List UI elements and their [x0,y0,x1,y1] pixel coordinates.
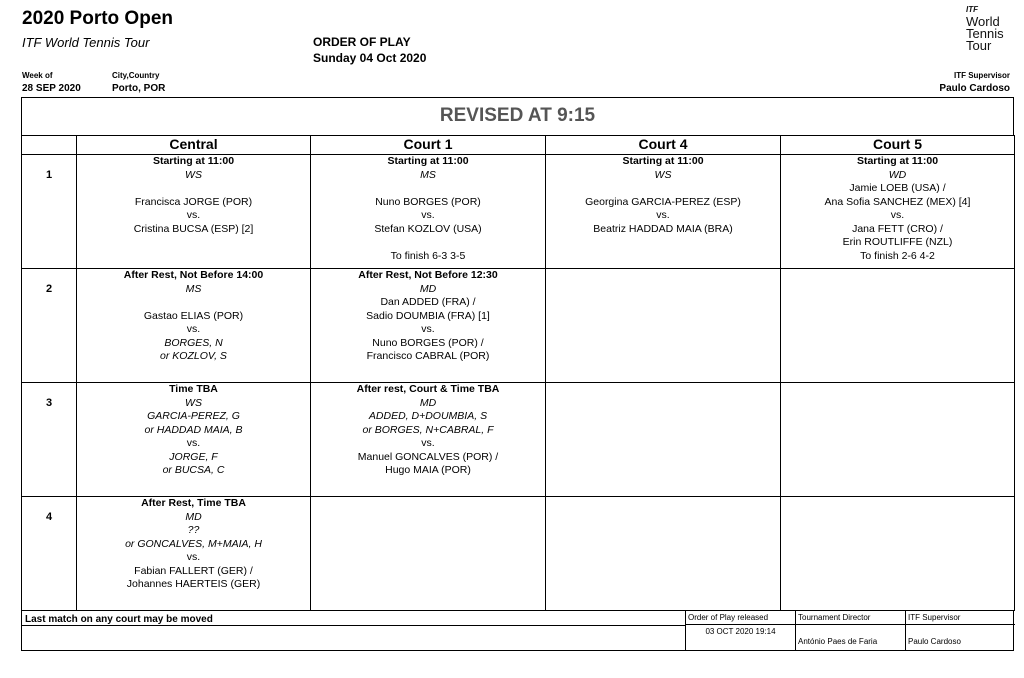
match-line: Hugo MAIA (POR) [385,464,471,476]
match-time: Starting at 11:00 [856,155,939,167]
match-line: or GONCALVES, M+MAIA, H [125,537,262,550]
match-line: Nuno BORGES (POR) [375,195,481,208]
match-line: or BORGES, N+CABRAL, F [362,423,494,436]
event-code: MD [185,510,202,523]
revised-banner: REVISED AT 9:15 [21,97,1014,135]
match-cell [311,269,546,383]
match-line [546,182,780,196]
match-line: To finish 6-3 3-5 [390,249,466,262]
match-cell [77,383,311,497]
supervisor-value: Paulo Cardoso [939,83,1010,94]
event-code: WD [888,168,907,181]
match-line: vs. [421,323,435,335]
match-line: Jana FETT (CRO) / [852,222,943,235]
match-line: ?? [187,524,200,536]
itf-supervisor-label: ITF Supervisor [906,611,1015,625]
match-line: Jamie LOEB (USA) / [849,182,946,194]
match-line: Cristina BUCSA (ESP) [2] [133,222,254,235]
match-cell [77,497,311,611]
court-header: Central [77,136,311,155]
match-time: After rest, Court & Time TBA [356,383,500,395]
row-number: 2 [22,269,77,383]
match-cell [311,383,546,497]
court-header: Court 5 [781,136,1015,155]
row-number: 4 [22,497,77,611]
court-header: Court 4 [546,136,781,155]
match-line: Gastao ELIAS (POR) [143,309,244,322]
match-line: Stefan KOZLOV (USA) [374,222,482,235]
match-line: Manuel GONCALVES (POR) / [357,450,499,463]
match-time: After Rest, Not Before 12:30 [358,269,498,281]
match-line: Francisco CABRAL (POR) [366,350,490,362]
event-code: MD [419,396,437,409]
event-code: WS [185,168,202,181]
match-cell [546,497,781,611]
match-line: Ana Sofia SANCHEZ (MEX) [4] [824,195,971,208]
week-value: 28 SEP 2020 [22,83,81,94]
event-code: WS [185,396,202,409]
released-value: 03 OCT 2020 19:14 [705,627,776,636]
match-line: or KOZLOV, S [160,350,227,362]
match-time: Starting at 11:00 [387,155,469,167]
order-of-play-date: Sunday 04 Oct 2020 [313,51,427,65]
itf-world-tennis-tour-logo: ITF World Tennis Tour [966,5,1004,53]
match-row [22,383,1015,497]
director-label: Tournament Director [796,611,905,625]
match-line: JORGE, F [169,450,218,463]
match-line: vs. [186,437,201,449]
match-line: vs. [421,437,435,449]
match-cell [781,155,1015,269]
city-label: City,Country [112,71,160,80]
match-cell [781,383,1015,497]
match-time: After Rest, Time TBA [141,497,246,509]
match-line [77,182,310,196]
match-cell [546,155,781,269]
match-row [22,155,1015,269]
row-number: 1 [22,155,77,269]
match-line: vs. [186,323,201,335]
match-line: Francisca JORGE (POR) [134,195,253,208]
match-line: Fabian FALLERT (GER) / [134,564,253,577]
match-time: Starting at 11:00 [622,155,704,167]
match-line: Sadio DOUMBIA (FRA) [1] [366,309,490,322]
match-line: vs. [656,209,670,221]
match-line: vs. [890,209,905,221]
match-cell [546,269,781,383]
match-cell [546,383,781,497]
city-value: Porto, POR [112,83,166,94]
event-code: MS [185,282,202,295]
match-cell [77,269,311,383]
row-number: 3 [22,383,77,497]
match-line: ADDED, D+DOUMBIA, S [368,410,488,422]
event-code: WS [654,168,672,181]
match-line: Dan ADDED (FRA) / [380,296,476,308]
week-label: Week of [22,71,53,80]
itf-supervisor-cell [905,611,1015,651]
match-line: To finish 2-6 4-2 [860,249,935,262]
order-of-play-table [21,135,1015,611]
match-line: Erin ROUTLIFFE (NZL) [842,236,953,248]
match-cell [781,269,1015,383]
match-line: vs. [186,551,201,563]
itf-supervisor-value: Paulo Cardoso [908,637,961,646]
released-cell [685,611,795,651]
match-cell [311,497,546,611]
match-time: Starting at 11:00 [152,155,235,167]
match-line: GARCIA-PEREZ, G [147,410,240,422]
match-line: Nuno BORGES (POR) / [372,336,484,349]
match-line: or BUCSA, C [162,464,225,476]
match-time: Time TBA [169,383,218,395]
match-line [311,182,545,196]
match-line [77,296,310,310]
match-line [311,236,545,250]
court-header: Court 1 [311,136,546,155]
director-cell [795,611,905,651]
match-row [22,497,1015,611]
tournament-title: 2020 Porto Open [22,8,173,29]
tour-subtitle: ITF World Tennis Tour [22,35,150,50]
match-line: Georgina GARCIA-PEREZ (ESP) [585,195,741,208]
supervisor-label: ITF Supervisor [953,71,1010,80]
match-cell [781,497,1015,611]
match-line: or HADDAD MAIA, B [144,423,243,436]
match-line: Johannes HAERTEIS (GER) [126,578,261,590]
match-line: vs. [186,209,201,221]
court-header-row [22,136,1015,155]
match-line: Beatriz HADDAD MAIA (BRA) [593,222,733,235]
match-cell [77,155,311,269]
event-code: MD [419,282,437,295]
corner-cell [22,136,77,155]
match-line: vs. [421,209,435,221]
director-value: António Paes de Faria [798,637,878,646]
match-cell [311,155,546,269]
order-of-play-heading: ORDER OF PLAY [313,35,411,49]
match-row [22,269,1015,383]
footer [21,611,1014,651]
match-line: BORGES, N [164,336,223,349]
last-match-note: Last match on any court may be moved [25,614,213,625]
match-time: After Rest, Not Before 14:00 [123,269,264,281]
released-label: Order of Play released [686,611,795,625]
event-code: MS [420,168,436,181]
